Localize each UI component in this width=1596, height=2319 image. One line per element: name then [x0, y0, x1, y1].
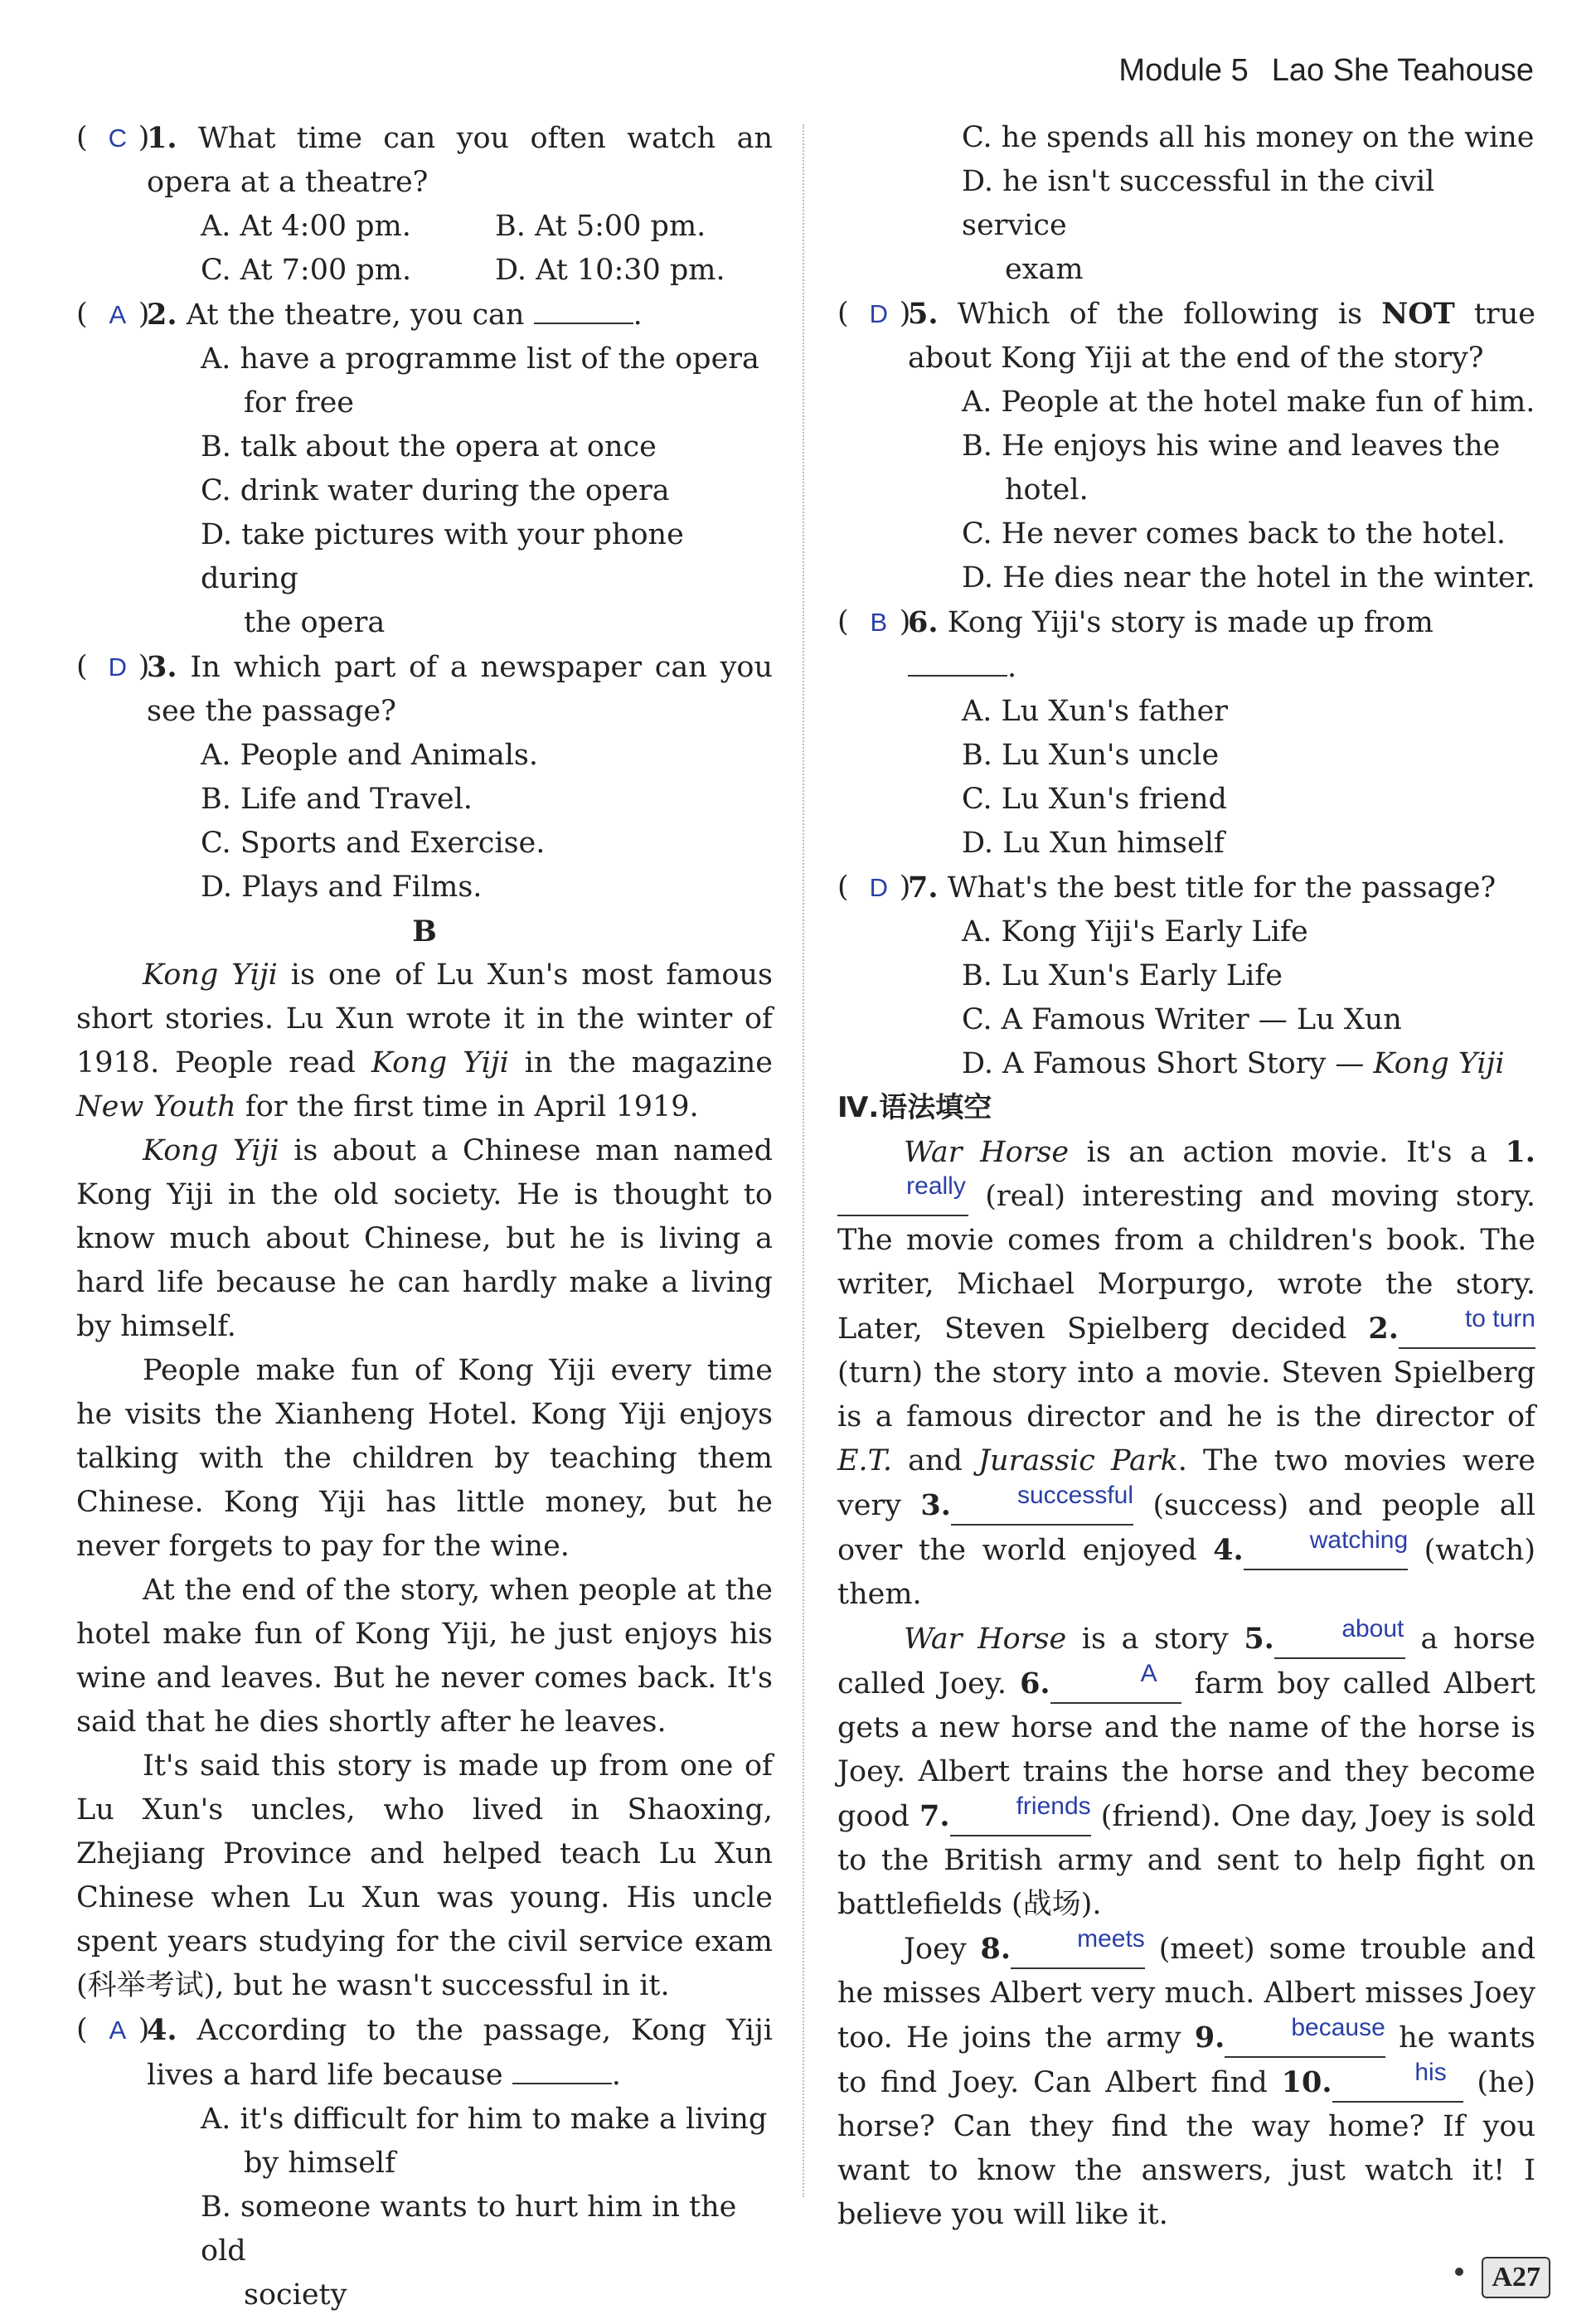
cloze-paragraph-2: War Horse is a story 5. about a horse called Joey. 6. A farm boy called Albert gets a new horse and the name of the horse is Joey. Albert trains the horse and they become good 7. friends (friend). One day, Joey is sold to the British army and sent to help fight on battlefields (战场).	[837, 1615, 1536, 1921]
passage-paragraph-4: At the end of the story, when people at the hotel make fun of Kong Yiji, he just enjoys his wine and leaves. But he never comes back. It's said that he dies shortly after he leaves.	[76, 1574, 773, 1739]
answer-blank	[534, 293, 633, 324]
q2-options: A. have a programme list of the opera for free B. talk about the opera at once C. drink water during the opera D. take pictures with your phone during the opera	[201, 342, 759, 639]
answer-7: D	[869, 873, 888, 902]
question-4: ( A ) 4. According to the passage, Kong Yiji lives a hard life because .	[76, 2008, 773, 2098]
passage-paragraph-2: Kong Yiji is about a Chinese man named Kong Yiji in the old society. He is thought to know much about Chinese, but he is living a hard life because he can hardly make a living by himself.	[76, 1134, 773, 1343]
answer-5: D	[869, 299, 888, 328]
right-column	[837, 116, 1535, 2237]
page-dot	[1455, 2268, 1463, 2276]
blank-3: successful	[951, 1489, 1133, 1526]
blank-1: really	[837, 1180, 968, 1216]
cloze-paragraph-3: Joey 8. meets (meet) some trouble and he misses Albert very much. Albert misses Joey too. He joins the army 9. because he wants to find Joey. Can Albert find 10. his (he) horse? Can they find the way home? If you want to know the answers, just watch it! I believe you will like it.	[837, 1925, 1535, 2231]
q4-options: A. it's difficult for him to make a living by himself B. someone wants to hurt him in the old society	[201, 2103, 768, 2312]
answer-blank	[908, 645, 1007, 677]
question-5: ( D ) 5. Which of the following is NOT true about Kong Yiji at the end of the story?	[837, 292, 1535, 381]
left-column	[76, 116, 773, 2317]
page-number: A27	[1482, 2257, 1550, 2298]
blank-8: meets	[1011, 1933, 1145, 1969]
answer-2: A	[109, 300, 127, 329]
blank-9: because	[1225, 2021, 1385, 2058]
blank-2: to turn	[1399, 1312, 1535, 1349]
question-1: ( C ) 1. What time can you often watch an opera at a theatre?	[76, 116, 773, 205]
blank-4: watching	[1244, 1534, 1408, 1570]
passage-paragraph-5: It's said this story is made up from one of Lu Xun's uncles, who lived in Shaoxing, Zhejiang Province and helped teach Lu Xun Chinese when Lu Xun was young. His uncle spent years studying for the civil service exam (科举考试), but he wasn't successful in it.	[76, 1749, 773, 2002]
q1-options: A. At 4:00 pm. B. At 5:00 pm. C. At 7:00 pm. D. At 10:30 pm.	[201, 210, 725, 287]
blank-6: A	[1050, 1667, 1181, 1704]
answer-1: C	[108, 124, 127, 153]
blank-10: his	[1332, 2066, 1463, 2103]
question-3: ( D ) 3. In which part of a newspaper can you see the passage?	[76, 645, 773, 734]
q7-options: A. Kong Yiji's Early Life B. Lu Xun's Early Life C. A Famous Writer — Lu Xun D. A Famous Short Story — Kong Yiji	[962, 915, 1505, 1080]
cloze-paragraph-1: War Horse is an action movie. It's a 1.really (real) interesting and moving story. The movie comes from a children's book. The writer, Michael Morpurgo, wrote the story. Later, Steven Spielberg decided 2. to turn (turn) the story into a movie. Steven Spielberg is a famous director and he is the director of E.T. and Jurassic Park. The two movies were very 3. successful (success) and people all over the world enjoyed 4. watching (watch) them.	[837, 1135, 1535, 1611]
passage-paragraph-1: Kong Yiji is one of Lu Xun's most famous short stories. Lu Xun wrote it in the winter of 1918. People read Kong Yiji in the magazine New Youth for the first time in April 1919.	[76, 958, 773, 1123]
module-label: Module 5	[1118, 53, 1249, 88]
answer-6: B	[870, 608, 888, 637]
q5-options: A. People at the hotel make fun of him. B. He enjoys his wine and leaves the hotel. C. He never comes back to the hotel. D. He dies near the hotel in the winter.	[962, 386, 1535, 594]
blank-7: friends	[950, 1800, 1091, 1836]
section-b-heading: B	[412, 915, 437, 948]
q3-options: A. People and Animals. B. Life and Travel. C. Sports and Exercise. D. Plays and Films.	[201, 739, 546, 904]
column-divider	[803, 124, 804, 2197]
answer-3: D	[108, 653, 127, 682]
question-2: ( A ) 2. At the theatre, you can .	[76, 293, 773, 337]
page-header	[1095, 53, 1534, 89]
q6-options: A. Lu Xun's father B. Lu Xun's uncle C. Lu Xun's friend D. Lu Xun himself	[962, 695, 1229, 860]
blank-5: about	[1274, 1623, 1405, 1659]
passage-paragraph-3: People make fun of Kong Yiji every time he visits the Xianheng Hotel. Kong Yiji enjoys talking with the children by teaching them Chinese. Kong Yiji has little money, but he never forgets to pay for the wine.	[76, 1354, 773, 1563]
module-title: Lao She Teahouse	[1271, 53, 1534, 88]
answer-4: A	[109, 2016, 127, 2045]
question-6: ( B ) 6. Kong Yiji's story is made up from .	[837, 600, 1535, 690]
q4-options-continued: C. he spends all his money on the wine D. he isn't successful in the civil service exam	[962, 121, 1535, 286]
section-4-heading: Ⅳ.语法填空	[837, 1091, 992, 1124]
question-7: ( D ) 7. What's the best title for the passage?	[837, 866, 1535, 910]
answer-blank	[512, 2053, 612, 2084]
